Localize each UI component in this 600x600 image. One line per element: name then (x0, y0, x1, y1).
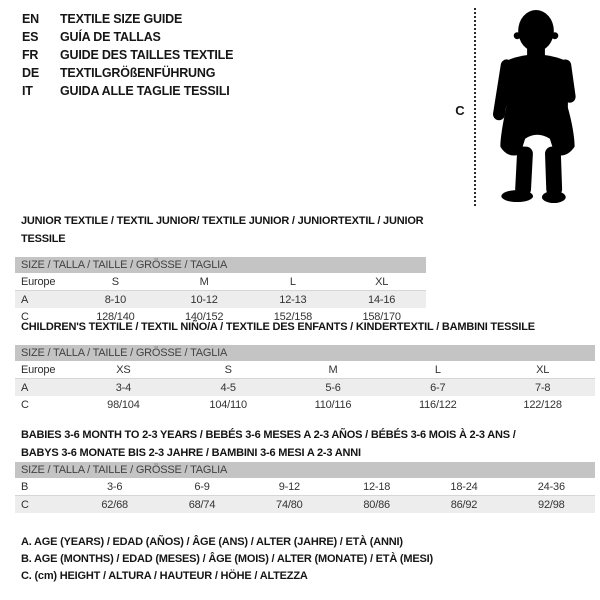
table-row-age (15, 379, 595, 397)
age-cell: 5-6 (325, 381, 341, 394)
height-cell: 98/104 (107, 398, 140, 411)
section-title-line: CHILDREN'S TEXTILE / TEXTIL NIÑO/A / TEXTILE DES ENFANTS / KINDERTEXTIL / BAMBINI TESSILE (21, 321, 535, 333)
babies-size-table (15, 478, 595, 513)
junior-section-title (21, 212, 426, 248)
row-label: C (21, 398, 29, 411)
size-header-bar: SIZE / TALLA / TAILLE / GRÖSSE / TAGLIA (15, 257, 426, 273)
size-header-bar: SIZE / TALLA / TAILLE / GRÖSSE / TAGLIA (15, 345, 595, 361)
size-cell: S (71, 273, 160, 291)
age-cell: 8-10 (104, 293, 126, 306)
size-cell: XS (71, 361, 176, 379)
height-cell: 92/98 (538, 498, 565, 511)
height-cell: 62/68 (101, 498, 128, 511)
language-row-it (22, 82, 233, 100)
height-figure (445, 0, 600, 215)
age-cell: 24-36 (508, 478, 595, 496)
age-cell: 14-16 (368, 293, 396, 306)
language-code: ES (22, 30, 39, 44)
age-cell: 3-4 (115, 381, 132, 394)
language-code: IT (22, 84, 33, 98)
size-cell: L (249, 273, 338, 291)
babies-textile-section (15, 426, 595, 513)
age-cell: 10-12 (190, 293, 218, 306)
table-row-europe (15, 361, 595, 379)
language-row-es (22, 28, 233, 46)
table-row-height (15, 396, 595, 413)
language-label: TEXTILE SIZE GUIDE (60, 12, 183, 26)
language-label: GUIDE DES TAILLES TEXTILE (60, 48, 234, 62)
childrens-size-table (15, 361, 595, 413)
legend-line-a: A. AGE (YEARS) / EDAD (AÑOS) / ÂGE (ANS) / ALTER (JAHRE) / ETÀ (ANNI) (21, 536, 403, 548)
table-row-age-months (15, 478, 595, 496)
row-label: A (21, 293, 29, 306)
language-code: DE (22, 66, 39, 80)
height-cell: 116/122 (419, 398, 457, 411)
size-cell: XL (337, 273, 426, 291)
height-cell: 104/110 (209, 398, 247, 411)
age-cell: 7-8 (534, 381, 551, 394)
size-cell: S (176, 361, 281, 379)
height-cell: 68/74 (188, 498, 216, 511)
height-label-c: C (455, 103, 465, 118)
size-cell: M (281, 361, 386, 379)
age-cell: 18-24 (420, 478, 507, 496)
size-header-bar: SIZE / TALLA / TAILLE / GRÖSSE / TAGLIA (15, 462, 595, 478)
section-title-line: BABIES 3-6 MONTH TO 2-3 YEARS / BEBÉS 3-6 MESES A 2-3 AÑOS / BÉBÉS 3-6 MOIS À 2-3 ANS / (21, 429, 516, 441)
language-row-en (22, 10, 233, 28)
row-label: A (21, 381, 29, 394)
age-cell: 3-6 (71, 478, 158, 496)
language-row-de (22, 64, 233, 82)
age-cell: 6-9 (158, 478, 245, 496)
height-cell: 128/140 (96, 310, 135, 323)
age-cell: 12-13 (279, 293, 307, 306)
babies-section-title (21, 426, 595, 462)
table-row-height (15, 496, 595, 514)
childrens-section-title (21, 318, 595, 336)
age-cell: 4-5 (220, 381, 236, 394)
row-label: B (15, 478, 71, 496)
size-cell: M (160, 273, 249, 291)
height-cell: 158/170 (362, 310, 401, 323)
language-list (22, 10, 233, 100)
height-cell: 140/152 (184, 310, 224, 323)
section-title-line: JUNIOR TEXTILE / TEXTIL JUNIOR/ TEXTILE JUNIOR / JUNIORTEXTIL / JUNIOR TESSILE (21, 215, 424, 245)
legend (21, 534, 433, 585)
section-title-line: BABYS 3-6 MONATE BIS 2-3 JAHRE / BAMBINI 3-6 MESI A 2-3 ANNI (21, 447, 361, 459)
legend-line-b: B. AGE (MONTHS) / EDAD (MESES) / ÂGE (MOIS) / ALTER (MONATE) / ETÀ (MESI) (21, 553, 433, 565)
height-cell: 86/92 (450, 498, 478, 511)
height-cell: 110/116 (314, 398, 352, 411)
language-row-fr (22, 46, 233, 64)
height-cell: 152/158 (273, 310, 313, 323)
table-row-europe (15, 273, 426, 291)
row-label: Europe (15, 361, 71, 379)
height-cell: 80/86 (363, 498, 390, 511)
language-label: GUIDA ALLE TAGLIE TESSILI (60, 84, 230, 98)
language-code: EN (22, 12, 39, 26)
junior-textile-section (15, 212, 426, 325)
size-cell: L (385, 361, 490, 379)
row-label: C (21, 310, 29, 323)
childrens-textile-section (15, 318, 595, 413)
language-label: GUÍA DE TALLAS (60, 30, 161, 44)
age-cell: 12-18 (333, 478, 420, 496)
height-cell: 122/128 (523, 398, 562, 411)
age-cell: 9-12 (246, 478, 333, 496)
height-measure-line (474, 8, 476, 206)
legend-line-c: C. (cm) HEIGHT / ALTURA / HAUTEUR / HÖHE / ALTEZZA (21, 570, 308, 582)
size-cell: XL (490, 361, 595, 379)
language-label: TEXTILGRÖßENFÜHRUNG (60, 66, 216, 80)
baby-silhouette-icon (482, 8, 592, 208)
row-label: Europe (15, 273, 71, 291)
height-cell: 74/80 (276, 498, 303, 511)
table-row-age (15, 291, 426, 309)
row-label: C (21, 498, 29, 511)
language-code: FR (22, 48, 39, 62)
age-cell: 6-7 (430, 381, 446, 394)
